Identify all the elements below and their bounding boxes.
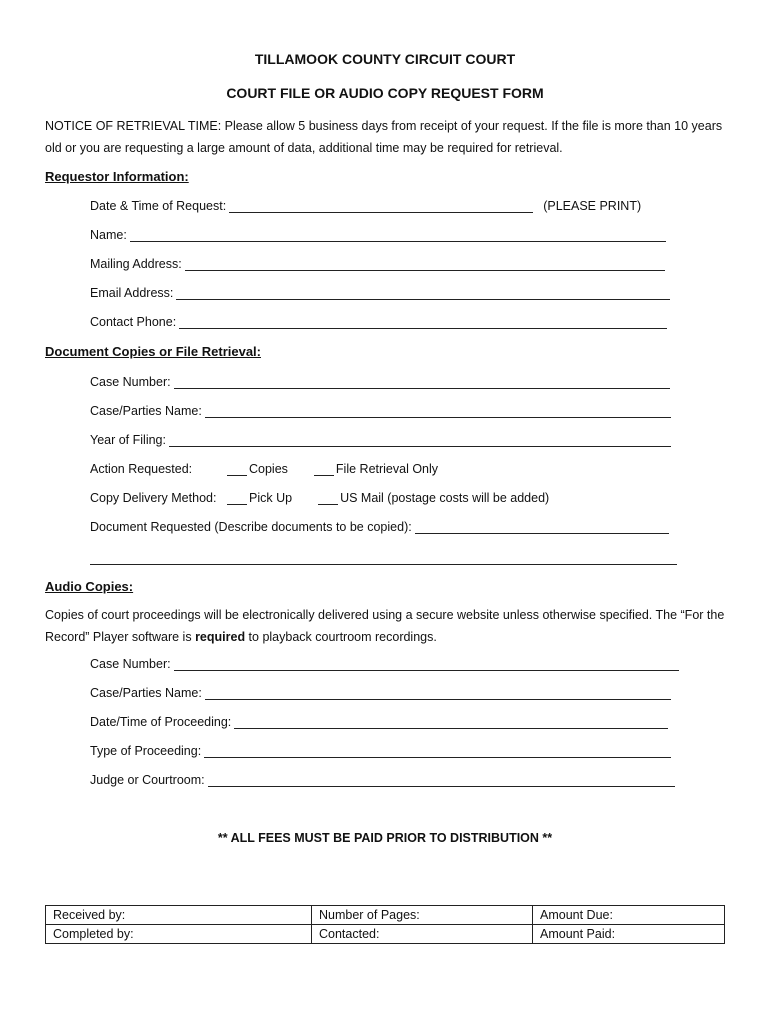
action-copies-label: Copies bbox=[249, 462, 288, 476]
audio-required-text: required bbox=[195, 630, 246, 644]
doc-parties-line[interactable] bbox=[205, 406, 671, 418]
action-retrieval-blank[interactable] bbox=[314, 464, 334, 476]
audio-description-text: Copies of court proceedings will be electronically delivered using a secure website unless otherwise specified. The “For the Record” Player software is bbox=[45, 608, 725, 644]
doc-parties-field[interactable] bbox=[90, 404, 671, 418]
mailing-address-line[interactable] bbox=[185, 259, 665, 271]
proceeding-date-field[interactable] bbox=[90, 715, 668, 729]
audio-parties-label: Case/Parties Name: bbox=[90, 686, 202, 700]
document-requested-label: Document Requested (Describe documents to be copied): bbox=[90, 520, 412, 534]
action-retrieval-label: File Retrieval Only bbox=[335, 462, 439, 476]
delivery-pickup-label: Pick Up bbox=[249, 491, 293, 505]
doc-case-number-line[interactable] bbox=[174, 377, 670, 389]
number-of-pages-cell[interactable]: Number of Pages: bbox=[312, 906, 533, 925]
doc-case-number-field[interactable] bbox=[90, 375, 670, 389]
amount-due-cell[interactable]: Amount Due: bbox=[533, 906, 725, 925]
completed-by-cell[interactable]: Completed by: bbox=[46, 925, 312, 944]
contact-phone-field[interactable] bbox=[90, 315, 667, 329]
year-of-filing-label: Year of Filing: bbox=[90, 433, 166, 447]
court-name: TILLAMOOK COUNTY CIRCUIT COURT bbox=[254, 51, 516, 67]
proceeding-type-field[interactable] bbox=[90, 744, 671, 758]
request-date-label: Date & Time of Request: bbox=[90, 199, 227, 213]
audio-case-number-label: Case Number: bbox=[90, 657, 171, 671]
document-requested-field[interactable] bbox=[90, 520, 669, 534]
proceeding-date-label: Date/Time of Proceeding: bbox=[90, 715, 232, 729]
email-label: Email Address: bbox=[90, 286, 174, 300]
name-label: Name: bbox=[90, 228, 127, 242]
delivery-pickup-blank[interactable] bbox=[227, 493, 247, 505]
audio-description-end: to playback courtroom recordings. bbox=[245, 630, 437, 644]
audio-heading: Audio Copies: bbox=[45, 579, 134, 594]
audio-parties-line[interactable] bbox=[205, 688, 671, 700]
form-title: COURT FILE OR AUDIO COPY REQUEST FORM bbox=[226, 85, 544, 101]
request-date-field[interactable] bbox=[90, 199, 641, 213]
delivery-mail-label: US Mail (postage costs will be added) bbox=[340, 491, 550, 505]
audio-case-number-field[interactable] bbox=[90, 657, 679, 671]
judge-courtroom-field[interactable] bbox=[90, 773, 675, 787]
proceeding-date-line[interactable] bbox=[234, 717, 668, 729]
name-line[interactable] bbox=[130, 230, 666, 242]
proceeding-type-label: Type of Proceeding: bbox=[90, 744, 202, 758]
action-retrieval-option[interactable] bbox=[314, 462, 438, 476]
office-use-table bbox=[45, 905, 725, 944]
please-print-note: (PLEASE PRINT) bbox=[543, 199, 642, 213]
audio-case-number-line[interactable] bbox=[174, 659, 679, 671]
action-requested-row bbox=[90, 462, 464, 476]
retrieval-notice: NOTICE OF RETRIEVAL TIME: Please allow 5 business days from receipt of your request. If the file is more than 10 years old or you are requesting a large amount of data, additional time may be required for retrieval. bbox=[45, 119, 723, 155]
table-row bbox=[46, 925, 725, 944]
document-requested-line-2[interactable] bbox=[90, 553, 677, 565]
email-line[interactable] bbox=[176, 288, 670, 300]
action-copies-blank[interactable] bbox=[227, 464, 247, 476]
documents-heading: Document Copies or File Retrieval: bbox=[45, 344, 261, 359]
contact-phone-line[interactable] bbox=[179, 317, 667, 329]
judge-courtroom-label: Judge or Courtroom: bbox=[90, 773, 205, 787]
amount-paid-cell[interactable]: Amount Paid: bbox=[533, 925, 725, 944]
delivery-mail-blank[interactable] bbox=[318, 493, 338, 505]
proceeding-type-line[interactable] bbox=[204, 746, 671, 758]
document-requested-line[interactable] bbox=[415, 522, 669, 534]
contact-phone-label: Contact Phone: bbox=[90, 315, 177, 329]
action-copies-option[interactable] bbox=[227, 462, 288, 476]
mailing-address-label: Mailing Address: bbox=[90, 257, 182, 271]
doc-parties-label: Case/Parties Name: bbox=[90, 404, 202, 418]
audio-parties-field[interactable] bbox=[90, 686, 671, 700]
audio-description bbox=[45, 604, 730, 648]
year-of-filing-field[interactable] bbox=[90, 433, 671, 447]
delivery-mail-option[interactable] bbox=[318, 491, 549, 505]
contacted-cell[interactable]: Contacted: bbox=[312, 925, 533, 944]
received-by-cell[interactable]: Received by: bbox=[46, 906, 312, 925]
delivery-method-row bbox=[90, 491, 575, 505]
email-field[interactable] bbox=[90, 286, 670, 300]
doc-case-number-label: Case Number: bbox=[90, 375, 171, 389]
delivery-pickup-option[interactable] bbox=[227, 491, 292, 505]
request-date-line[interactable] bbox=[229, 201, 533, 213]
delivery-method-label: Copy Delivery Method: bbox=[90, 491, 217, 505]
mailing-address-field[interactable] bbox=[90, 257, 665, 271]
action-requested-label: Action Requested: bbox=[90, 462, 193, 476]
name-field[interactable] bbox=[90, 228, 666, 242]
year-of-filing-line[interactable] bbox=[169, 435, 671, 447]
judge-courtroom-line[interactable] bbox=[208, 775, 675, 787]
table-row bbox=[46, 906, 725, 925]
requestor-heading: Requestor Information: bbox=[45, 169, 189, 184]
fees-notice: ** ALL FEES MUST BE PAID PRIOR TO DISTRIBUTION ** bbox=[217, 831, 553, 845]
